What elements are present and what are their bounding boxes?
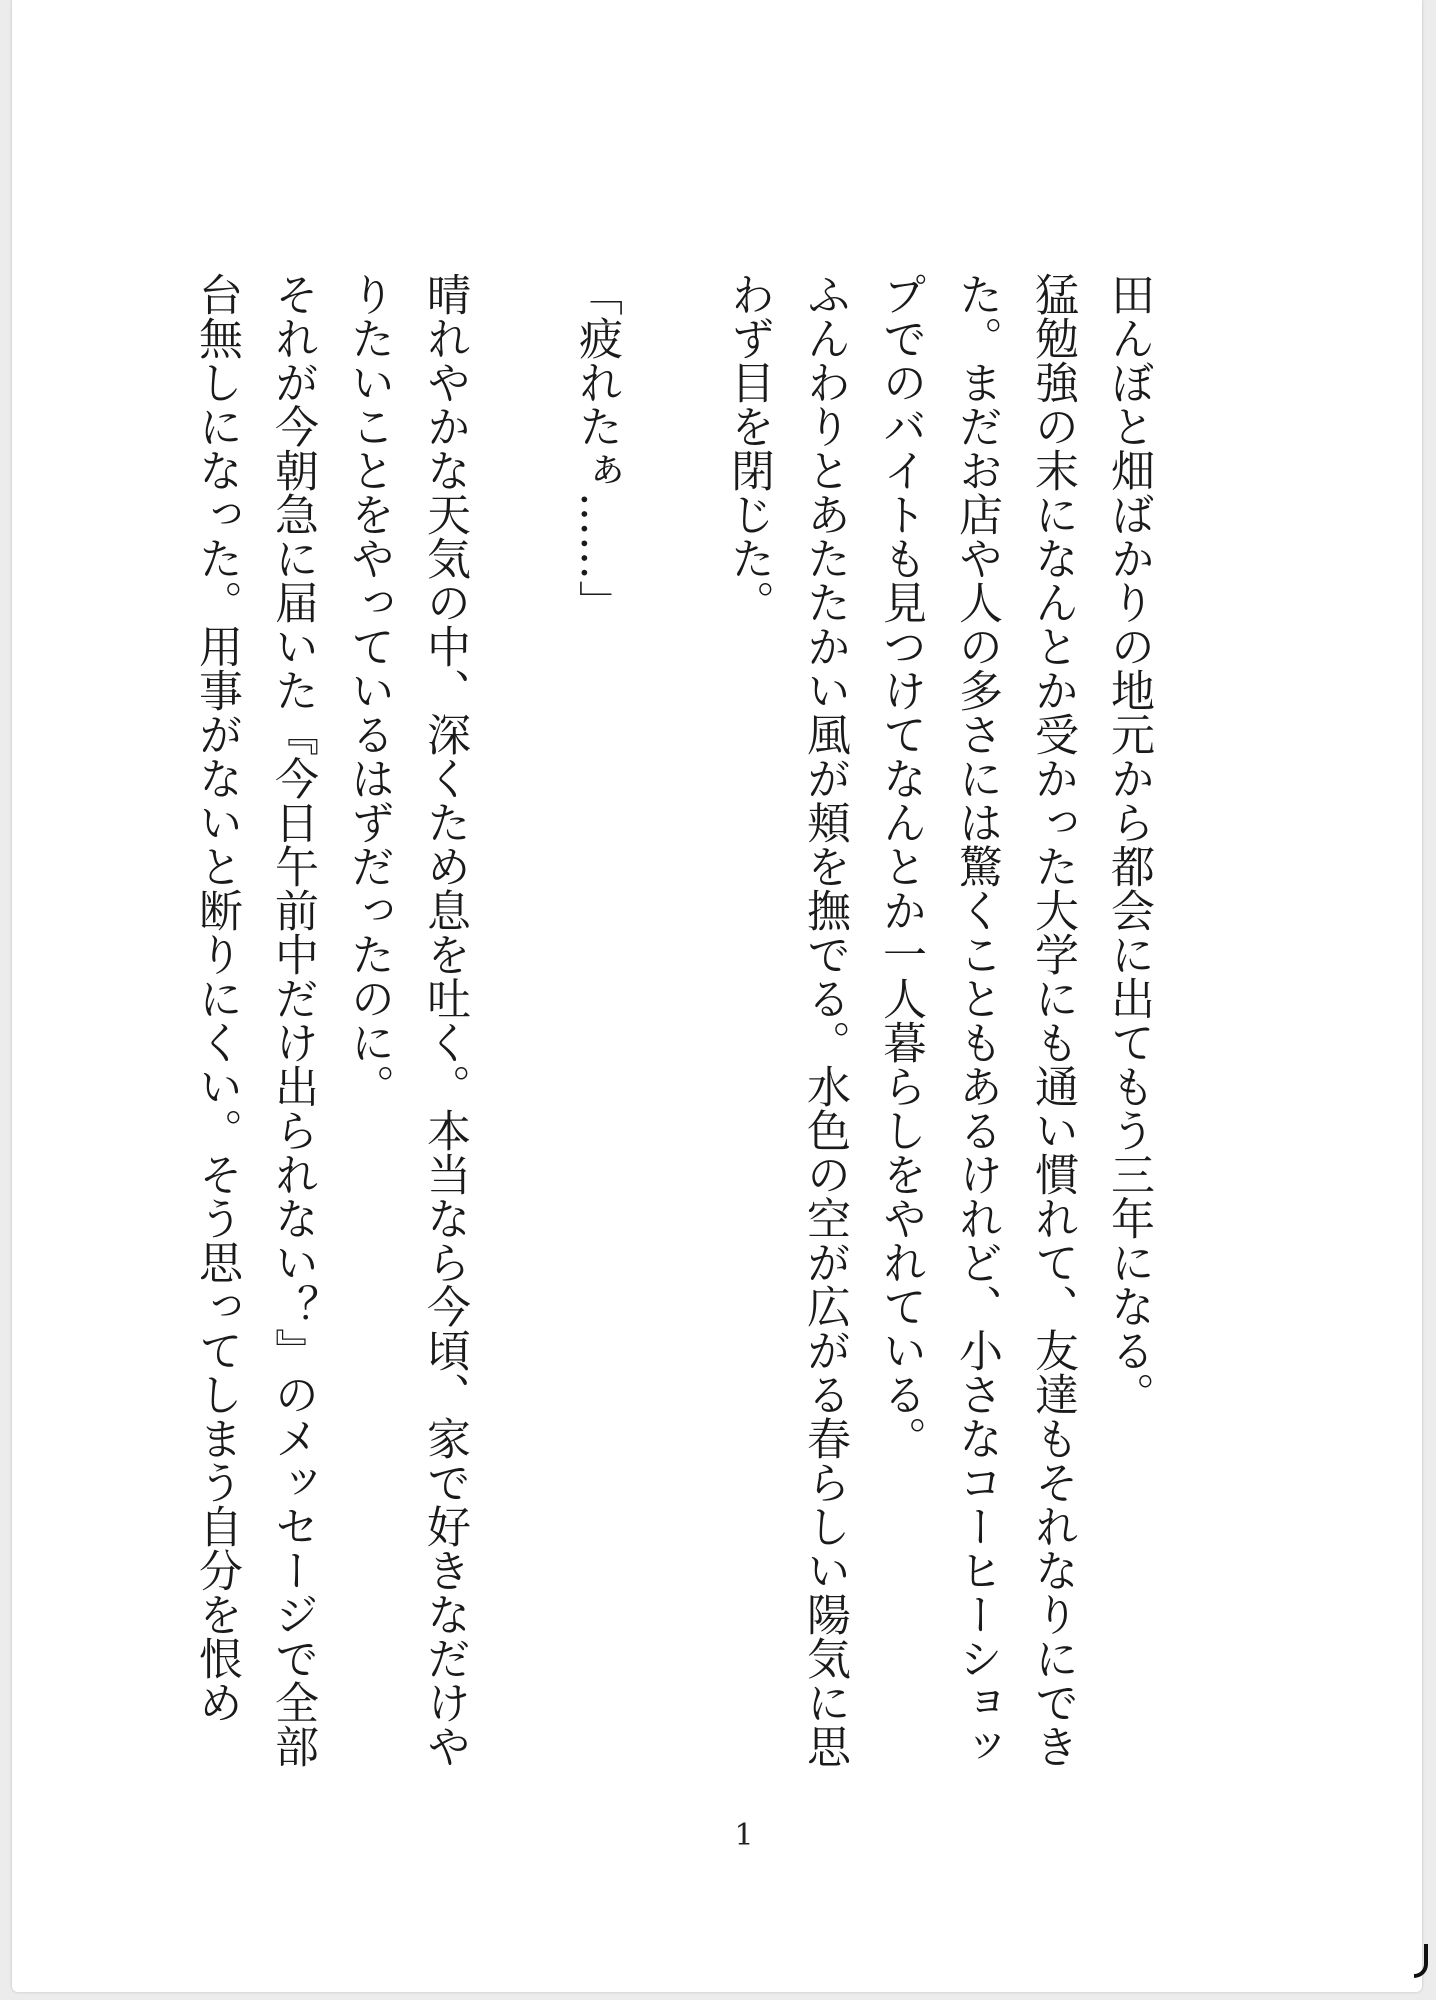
- blank-line: [482, 272, 558, 1772]
- blank-line: [634, 272, 710, 1772]
- paragraph-3: ふんわりとあたたかい風が頬を撫でる。水色の空が広がる春らしい陽気に思わず目を閉じた。: [723, 272, 850, 1768]
- dialogue-line: 「疲れたぁ……」: [571, 272, 622, 624]
- document-page: [12, 0, 1422, 1992]
- paragraph-1: 田んぼと畑ばかりの地元から都会に出てもう三年になる。: [1103, 272, 1154, 1416]
- page-curl-icon[interactable]: [1414, 1944, 1428, 1978]
- paragraph-2: 猛勉強の末になんとか受かった大学にも通い慣れて、友達もそれなりにできた。まだお店や人の多さには驚くこともあるけれど、小さなコーヒーショップでのバイトも見つけてなんとか一人暮らしをやれている。: [875, 272, 1078, 1768]
- page-number: 1: [734, 1818, 754, 1853]
- paragraph-5: それが今朝急に届いた『今日午前中だけ出られない？』のメッセージで全部台無しになった。用事がないと断りにくい。そう思ってしまう自分を恨め: [191, 272, 318, 1768]
- vertical-text-body: [126, 272, 1166, 1772]
- paragraph-4: 晴れやかな天気の中、深くため息を吐く。本当なら今頃、家で好きなだけやりたいことをやっているはずだったのに。: [343, 272, 470, 1768]
